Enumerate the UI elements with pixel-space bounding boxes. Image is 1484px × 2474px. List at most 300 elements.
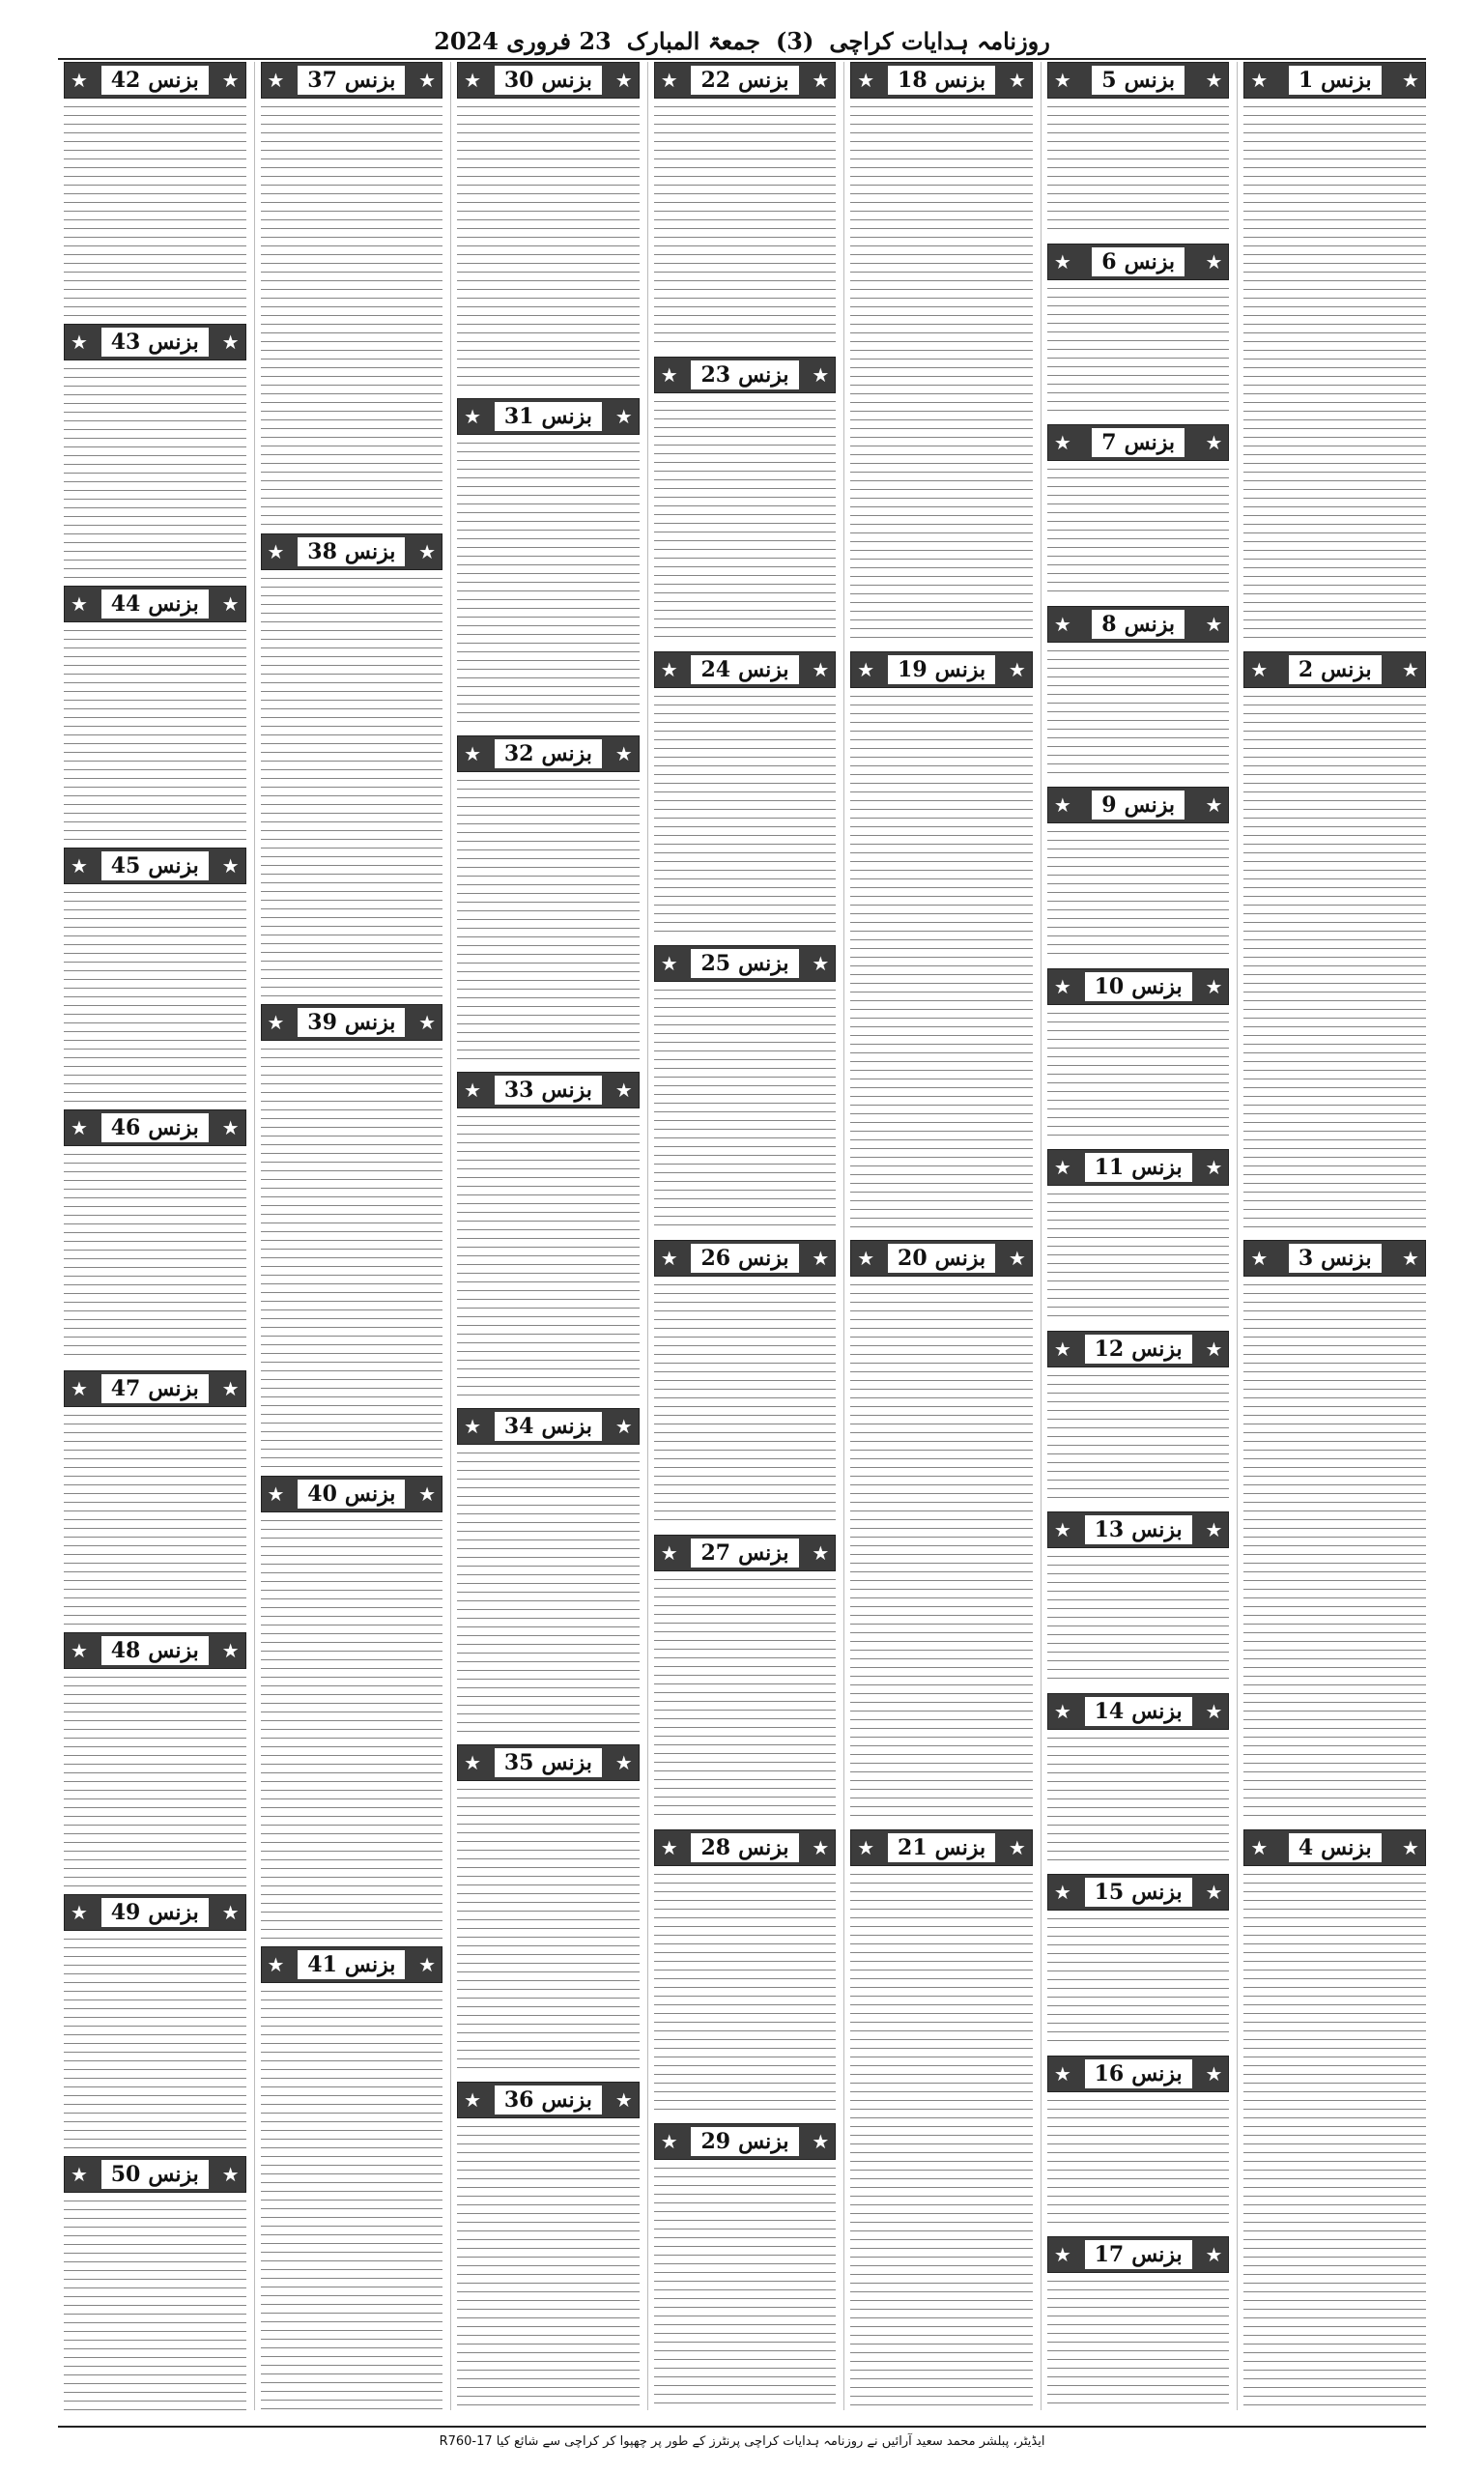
- ad-number: 40: [307, 1481, 337, 1507]
- classified-ad-22: [654, 62, 837, 349]
- classified-ad-28: [654, 1829, 837, 2116]
- ad-header: [261, 1476, 443, 1512]
- classified-ad-3: [1243, 1240, 1426, 1822]
- star-icon: ★: [464, 2087, 482, 2112]
- star-icon: ★: [812, 2130, 830, 2154]
- ad-label: [691, 949, 798, 978]
- classified-ad-30: [457, 62, 640, 390]
- ad-body-text: [850, 692, 1033, 1233]
- ad-label-text: بزنس: [1131, 1698, 1183, 1724]
- ad-header: [654, 1535, 837, 1571]
- column-3: [843, 62, 1033, 2410]
- ad-body-text: [850, 1870, 1033, 2411]
- ad-label: [495, 1412, 602, 1441]
- ad-label: [101, 590, 209, 618]
- classified-ad-10: [1047, 968, 1230, 1142]
- imprint-line: ایڈیٹر، پبلشر محمد سعید آرائیں نے روزنامہ ہدایات کراچی پرنٹرز کے طور پر چھپوا کر کراچی سے شائع کیا R760-17: [58, 2426, 1426, 2455]
- ad-header: [64, 1370, 246, 1407]
- ad-number: 31: [503, 404, 534, 430]
- ad-label: [888, 1833, 995, 1862]
- ad-header: [850, 62, 1033, 99]
- ad-number: 29: [700, 2129, 731, 2155]
- star-icon: ★: [1250, 69, 1269, 92]
- star-icon: ★: [614, 1751, 633, 1775]
- ad-label-text: بزنس: [1321, 656, 1372, 682]
- ad-label: [101, 1374, 209, 1403]
- classified-ad-29: [654, 2123, 837, 2410]
- star-icon: ★: [660, 952, 678, 976]
- ad-body-text: [654, 1280, 837, 1527]
- ad-label: [691, 1244, 798, 1273]
- ad-label-text: بزنس: [148, 2162, 199, 2188]
- ad-body-text: [64, 626, 246, 840]
- ad-label: [1085, 1878, 1192, 1907]
- classified-ad-11: [1047, 1149, 1230, 1323]
- ad-label-text: بزنس: [1124, 611, 1175, 637]
- star-icon: ★: [464, 69, 482, 92]
- star-icon: ★: [1053, 2061, 1071, 2086]
- ad-label-text: بزنس: [541, 68, 592, 93]
- star-icon: ★: [1402, 1835, 1419, 1859]
- star-icon: ★: [1008, 657, 1026, 681]
- ad-number: 13: [1094, 1517, 1125, 1543]
- star-icon: ★: [70, 591, 88, 616]
- ad-header: [457, 398, 640, 435]
- ad-body-text: [1243, 102, 1426, 644]
- classified-ad-44: [64, 586, 246, 840]
- star-icon: ★: [614, 405, 633, 429]
- ad-label: [691, 655, 798, 684]
- ad-number: 46: [110, 1114, 141, 1140]
- ad-body-text: [457, 439, 640, 727]
- classified-ad-13: [1047, 1511, 1230, 1685]
- star-icon: ★: [418, 539, 437, 563]
- ad-header: [1047, 1693, 1230, 1730]
- ad-header: [850, 651, 1033, 688]
- ad-label: [888, 1244, 995, 1273]
- column-4: [647, 62, 837, 2410]
- star-icon: ★: [1008, 1247, 1026, 1270]
- classified-ad-35: [457, 1744, 640, 2073]
- ad-body-text: [1047, 1552, 1230, 1685]
- star-icon: ★: [70, 1115, 88, 1139]
- ad-number: 7: [1101, 430, 1117, 456]
- ad-label: [298, 1950, 405, 1979]
- ad-body-text: [457, 2122, 640, 2410]
- classified-ad-12: [1047, 1331, 1230, 1505]
- ad-label-text: بزنس: [1131, 973, 1183, 999]
- ad-number: 33: [503, 1077, 534, 1103]
- ad-label: [495, 1076, 602, 1105]
- ad-body-text: [457, 1785, 640, 2073]
- ad-body-text: [64, 2197, 246, 2410]
- ad-header: [261, 1004, 443, 1041]
- star-icon: ★: [1205, 1156, 1223, 1180]
- ad-label-text: بزنس: [1131, 1517, 1183, 1543]
- ad-label: [691, 2127, 798, 2156]
- ad-label: [1085, 1697, 1192, 1726]
- ad-body-text: [1047, 827, 1230, 961]
- ad-body-text: [64, 1411, 246, 1625]
- ad-body-text: [1047, 647, 1230, 780]
- star-icon: ★: [1053, 1156, 1071, 1180]
- day-name: جمعۃ المبارک: [626, 26, 760, 55]
- ad-header: [64, 848, 246, 884]
- ad-label-text: بزنس: [541, 2086, 592, 2113]
- star-icon: ★: [1053, 793, 1071, 818]
- ad-label-text: بزنس: [738, 1246, 789, 1271]
- ad-label: [888, 66, 995, 95]
- ad-label-text: بزنس: [934, 656, 986, 682]
- ad-body-text: [1047, 2096, 1230, 2229]
- star-icon: ★: [418, 1953, 437, 1977]
- star-icon: ★: [418, 69, 437, 92]
- ad-body-text: [654, 692, 837, 938]
- ad-number: 26: [700, 1246, 731, 1271]
- ad-label-text: بزنس: [148, 1900, 199, 1926]
- ad-header: [64, 1632, 246, 1669]
- ad-header: [1047, 2236, 1230, 2273]
- classified-ad-19: [850, 651, 1033, 1233]
- ad-header: [1047, 787, 1230, 823]
- star-icon: ★: [1205, 974, 1223, 998]
- star-icon: ★: [464, 1751, 482, 1775]
- star-icon: ★: [221, 1901, 240, 1925]
- star-icon: ★: [70, 330, 88, 354]
- ad-number: 32: [503, 740, 534, 766]
- ad-label: [1085, 2059, 1192, 2088]
- ad-body-text: [457, 776, 640, 1064]
- ad-header: [1243, 1240, 1426, 1277]
- star-icon: ★: [812, 952, 830, 976]
- star-icon: ★: [1205, 2243, 1223, 2267]
- ad-header: [64, 586, 246, 622]
- star-icon: ★: [267, 1011, 285, 1035]
- ad-label: [1085, 1153, 1192, 1182]
- classified-ad-37: [261, 62, 443, 526]
- ad-number: 36: [503, 2086, 534, 2113]
- ad-label: [298, 66, 405, 95]
- ad-label-text: بزنس: [738, 361, 789, 388]
- ad-label: [101, 328, 209, 357]
- ad-label: [1289, 655, 1382, 684]
- ad-body-text: [64, 888, 246, 1102]
- ad-label: [495, 739, 602, 768]
- classified-ad-40: [261, 1476, 443, 1940]
- ad-label-text: بزنس: [1131, 1155, 1183, 1181]
- ad-label-text: بزنس: [1321, 1834, 1372, 1860]
- ad-header: [261, 533, 443, 570]
- ad-label-text: بزنس: [148, 68, 199, 93]
- ad-number: 45: [110, 852, 141, 878]
- ad-label: [101, 1113, 209, 1142]
- star-icon: ★: [1250, 1247, 1269, 1270]
- star-icon: ★: [660, 362, 678, 387]
- ad-label-text: بزنس: [1131, 2242, 1183, 2268]
- ad-header: [457, 1744, 640, 1781]
- classified-ad-48: [64, 1632, 246, 1886]
- ad-header: [850, 1240, 1033, 1277]
- star-icon: ★: [660, 657, 678, 681]
- ad-label-text: بزنس: [541, 404, 592, 430]
- column-1: [1237, 62, 1426, 2410]
- ad-label-text: بزنس: [1131, 1880, 1183, 1906]
- ad-label: [1289, 1833, 1382, 1862]
- star-icon: ★: [857, 1247, 875, 1270]
- ad-body-text: [64, 102, 246, 316]
- star-icon: ★: [221, 853, 240, 877]
- ad-label: [1085, 2240, 1192, 2269]
- ad-header: [654, 62, 837, 99]
- column-2: [1041, 62, 1230, 2410]
- classified-ad-33: [457, 1072, 640, 1400]
- issue-date: 23 فروری 2024: [434, 26, 612, 55]
- ad-label-text: بزنس: [1131, 1336, 1183, 1362]
- star-icon: ★: [1053, 2243, 1071, 2267]
- ad-number: 38: [307, 538, 337, 564]
- ad-header: [654, 357, 837, 393]
- ad-number: 25: [700, 951, 731, 977]
- ad-label: [691, 66, 798, 95]
- star-icon: ★: [1205, 431, 1223, 455]
- ad-header: [64, 2156, 246, 2193]
- ad-number: 23: [700, 361, 731, 388]
- star-icon: ★: [1053, 1518, 1071, 1542]
- ad-label-text: بزنس: [541, 1750, 592, 1776]
- ad-label: [1085, 972, 1192, 1001]
- star-icon: ★: [812, 657, 830, 681]
- classified-ad-2: [1243, 651, 1426, 1233]
- star-icon: ★: [1205, 69, 1223, 92]
- ad-header: [64, 1894, 246, 1931]
- ad-number: 21: [898, 1834, 928, 1860]
- ad-number: 5: [1101, 68, 1117, 93]
- ad-body-text: [1243, 692, 1426, 1233]
- ad-label: [1092, 610, 1184, 639]
- ad-label: [495, 402, 602, 431]
- star-icon: ★: [614, 69, 633, 92]
- ad-header: [1047, 968, 1230, 1005]
- classified-ad-45: [64, 848, 246, 1102]
- ad-body-text: [654, 102, 837, 349]
- ad-header: [654, 2123, 837, 2160]
- star-icon: ★: [221, 2163, 240, 2187]
- star-icon: ★: [70, 2163, 88, 2187]
- ad-header: [457, 735, 640, 772]
- classified-ad-14: [1047, 1693, 1230, 1867]
- ad-label-text: بزنس: [1124, 792, 1175, 819]
- ad-label: [1085, 1335, 1192, 1364]
- star-icon: ★: [1008, 69, 1026, 92]
- star-icon: ★: [660, 1247, 678, 1270]
- star-icon: ★: [70, 1639, 88, 1663]
- ad-header: [64, 324, 246, 360]
- star-icon: ★: [1250, 1835, 1269, 1859]
- ad-header: [1047, 1874, 1230, 1911]
- star-icon: ★: [221, 69, 240, 92]
- ad-number: 35: [503, 1750, 534, 1776]
- ad-label: [298, 1008, 405, 1037]
- star-icon: ★: [1053, 1699, 1071, 1723]
- star-icon: ★: [221, 591, 240, 616]
- ad-number: 42: [110, 68, 141, 93]
- ad-header: [261, 1946, 443, 1983]
- ad-body-text: [64, 1673, 246, 1886]
- ad-number: 14: [1094, 1698, 1125, 1724]
- star-icon: ★: [70, 853, 88, 877]
- star-icon: ★: [1205, 1699, 1223, 1723]
- star-icon: ★: [1402, 1247, 1419, 1270]
- star-icon: ★: [1205, 1337, 1223, 1361]
- ad-number: 39: [307, 1010, 337, 1036]
- classified-ad-34: [457, 1408, 640, 1737]
- ad-body-text: [1047, 1190, 1230, 1323]
- star-icon: ★: [1205, 2061, 1223, 2086]
- ad-body-text: [1047, 1734, 1230, 1867]
- ad-label: [101, 2160, 209, 2189]
- star-icon: ★: [267, 1482, 285, 1506]
- star-icon: ★: [812, 362, 830, 387]
- star-icon: ★: [614, 2087, 633, 2112]
- star-icon: ★: [1053, 974, 1071, 998]
- ad-header: [1047, 1149, 1230, 1186]
- star-icon: ★: [70, 1901, 88, 1925]
- ad-header: [1047, 2056, 1230, 2092]
- star-icon: ★: [812, 69, 830, 92]
- classified-ad-9: [1047, 787, 1230, 961]
- classified-ad-18: [850, 62, 1033, 644]
- star-icon: ★: [857, 657, 875, 681]
- star-icon: ★: [614, 741, 633, 765]
- ad-number: 43: [110, 329, 141, 355]
- ad-number: 24: [700, 656, 731, 682]
- star-icon: ★: [267, 69, 285, 92]
- ad-body-text: [1047, 1914, 1230, 2048]
- classified-ad-15: [1047, 1874, 1230, 2048]
- ad-label-text: بزنس: [541, 1077, 592, 1103]
- star-icon: ★: [221, 330, 240, 354]
- ad-label-text: بزنس: [738, 68, 789, 93]
- ad-number: 18: [898, 68, 928, 93]
- ad-header: [654, 1240, 837, 1277]
- classified-ad-26: [654, 1240, 837, 1527]
- star-icon: ★: [464, 741, 482, 765]
- ad-label-text: بزنس: [1124, 68, 1175, 93]
- column-7: [58, 62, 246, 2410]
- star-icon: ★: [812, 1835, 830, 1859]
- ad-body-text: [1047, 102, 1230, 236]
- classified-ad-32: [457, 735, 640, 1064]
- classified-ad-17: [1047, 2236, 1230, 2410]
- ad-header: [1243, 62, 1426, 99]
- star-icon: ★: [1053, 69, 1071, 92]
- ad-number: 10: [1094, 973, 1125, 999]
- star-icon: ★: [614, 1078, 633, 1102]
- classified-ad-1: [1243, 62, 1426, 644]
- ad-number: 34: [503, 1414, 534, 1440]
- star-icon: ★: [464, 1415, 482, 1439]
- ad-label-text: بزنس: [1124, 430, 1175, 456]
- star-icon: ★: [1205, 1881, 1223, 1905]
- ad-body-text: [654, 1870, 837, 2116]
- classified-ad-31: [457, 398, 640, 727]
- classified-ad-20: [850, 1240, 1033, 1822]
- ad-number: 48: [110, 1638, 141, 1664]
- star-icon: ★: [464, 405, 482, 429]
- ad-number: 2: [1298, 656, 1314, 682]
- star-icon: ★: [418, 1011, 437, 1035]
- ad-label-text: بزنس: [738, 2129, 789, 2155]
- star-icon: ★: [267, 539, 285, 563]
- ad-label-text: بزنس: [344, 1010, 396, 1036]
- ad-body-text: [1243, 1870, 1426, 2411]
- ad-number: 16: [1094, 2060, 1125, 2086]
- page-number: (3): [775, 26, 814, 55]
- star-icon: ★: [1053, 431, 1071, 455]
- ad-header: [654, 945, 837, 982]
- classified-ad-5: [1047, 62, 1230, 236]
- ad-label: [101, 1636, 209, 1665]
- ad-number: 50: [110, 2162, 141, 2188]
- star-icon: ★: [1205, 793, 1223, 818]
- ad-body-text: [457, 102, 640, 390]
- ad-columns: [58, 62, 1426, 2410]
- ad-label-text: بزنس: [344, 68, 396, 93]
- ad-number: 3: [1298, 1246, 1314, 1271]
- ad-label-text: بزنس: [541, 740, 592, 766]
- star-icon: ★: [70, 1377, 88, 1401]
- star-icon: ★: [660, 1540, 678, 1565]
- ad-number: 1: [1298, 68, 1314, 93]
- star-icon: ★: [221, 1639, 240, 1663]
- ad-number: 6: [1101, 248, 1117, 274]
- ad-body-text: [654, 2164, 837, 2410]
- ad-label-text: بزنس: [148, 852, 199, 878]
- ad-body-text: [850, 1280, 1033, 1822]
- ad-header: [1047, 62, 1230, 99]
- star-icon: ★: [660, 1835, 678, 1859]
- ad-body-text: [64, 364, 246, 578]
- star-icon: ★: [1205, 612, 1223, 636]
- ad-body-text: [1047, 1009, 1230, 1142]
- ad-header: [457, 62, 640, 99]
- ad-number: 9: [1101, 792, 1117, 819]
- star-icon: ★: [1402, 657, 1419, 681]
- classified-ad-43: [64, 324, 246, 578]
- ad-number: 28: [700, 1834, 731, 1860]
- ad-number: 49: [110, 1900, 141, 1926]
- ad-body-text: [457, 1449, 640, 1737]
- classified-ad-46: [64, 1109, 246, 1364]
- classified-ad-6: [1047, 244, 1230, 417]
- classified-ad-41: [261, 1946, 443, 2410]
- ad-body-text: [850, 102, 1033, 644]
- ad-label: [1092, 66, 1184, 95]
- star-icon: ★: [70, 69, 88, 92]
- star-icon: ★: [857, 69, 875, 92]
- star-icon: ★: [464, 1078, 482, 1102]
- ad-number: 27: [700, 1539, 731, 1566]
- ad-number: 19: [898, 656, 928, 682]
- ad-header: [457, 2082, 640, 2118]
- ad-label: [495, 2086, 602, 2114]
- classified-ad-25: [654, 945, 837, 1232]
- star-icon: ★: [1205, 1518, 1223, 1542]
- ad-header: [1047, 424, 1230, 461]
- ad-number: 4: [1298, 1834, 1314, 1860]
- classified-ad-39: [261, 1004, 443, 1468]
- ad-label-text: بزنس: [148, 590, 199, 617]
